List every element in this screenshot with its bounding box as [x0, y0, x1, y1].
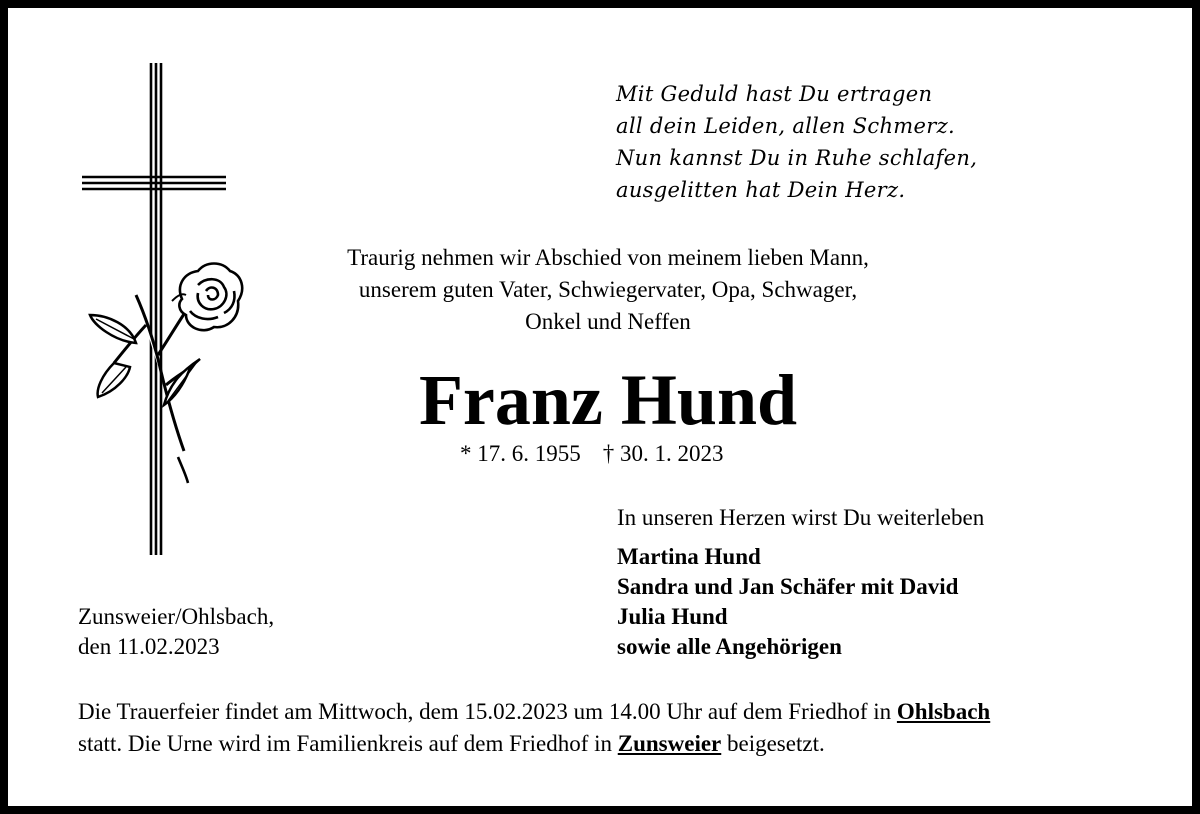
deceased-name: Franz Hund: [418, 360, 798, 440]
mourners-list: [617, 542, 958, 662]
intro-line: Traurig nehmen wir Abschied von meinem lieben Mann,: [347, 245, 869, 270]
mourner-name: Julia Hund: [617, 604, 728, 629]
intro-line: unserem guten Vater, Schwiegervater, Opa, Schwager,: [358, 277, 858, 302]
mourner-name: sowie alle Angehörigen: [617, 634, 842, 659]
farewell-intro: [248, 242, 968, 338]
poem-line: ausgelitten hat Dein Herz.: [616, 178, 906, 202]
mourner-name: Martina Hund: [617, 544, 761, 569]
poem-line: Nun kannst Du in Ruhe schlafen,: [616, 146, 978, 170]
cemetery-ohlsbach: Ohlsbach: [896, 699, 991, 724]
ceremony-notice: [78, 696, 1148, 760]
place-date: den 11.02.2023: [78, 634, 220, 659]
ceremony-text: Die Trauerfeier findet am Mittwoch, dem 15.02.2023 um 14.00 Uhr auf dem Friedhof in: [78, 699, 897, 724]
poem-line: Mit Geduld hast Du ertragen: [616, 82, 933, 106]
mourner-name: Sandra und Jan Schäfer mit David: [617, 574, 959, 599]
ceremony-line-2: [78, 728, 1148, 760]
ceremony-line-1: [78, 696, 1148, 728]
place-location: Zunsweier/Ohlsbach,: [78, 604, 275, 629]
ceremony-text: statt. Die Urne wird im Familienkreis auf dem Friedhof in: [78, 731, 618, 756]
ceremony-text: beigesetzt.: [721, 731, 825, 756]
birth-date: * 17. 6. 1955: [460, 441, 581, 466]
death-date: † 30. 1. 2023: [602, 441, 724, 466]
memorial-motto: In unseren Herzen wirst Du weiterleben: [617, 505, 985, 530]
place-and-date: [78, 602, 274, 662]
life-dates: [460, 438, 724, 470]
poem-verse: [616, 78, 977, 206]
poem-line: all dein Leiden, allen Schmerz.: [616, 114, 955, 138]
intro-line: Onkel und Neffen: [525, 309, 691, 334]
cross-with-rose-icon: [74, 63, 244, 563]
cemetery-zunsweier: Zunsweier: [617, 731, 722, 756]
